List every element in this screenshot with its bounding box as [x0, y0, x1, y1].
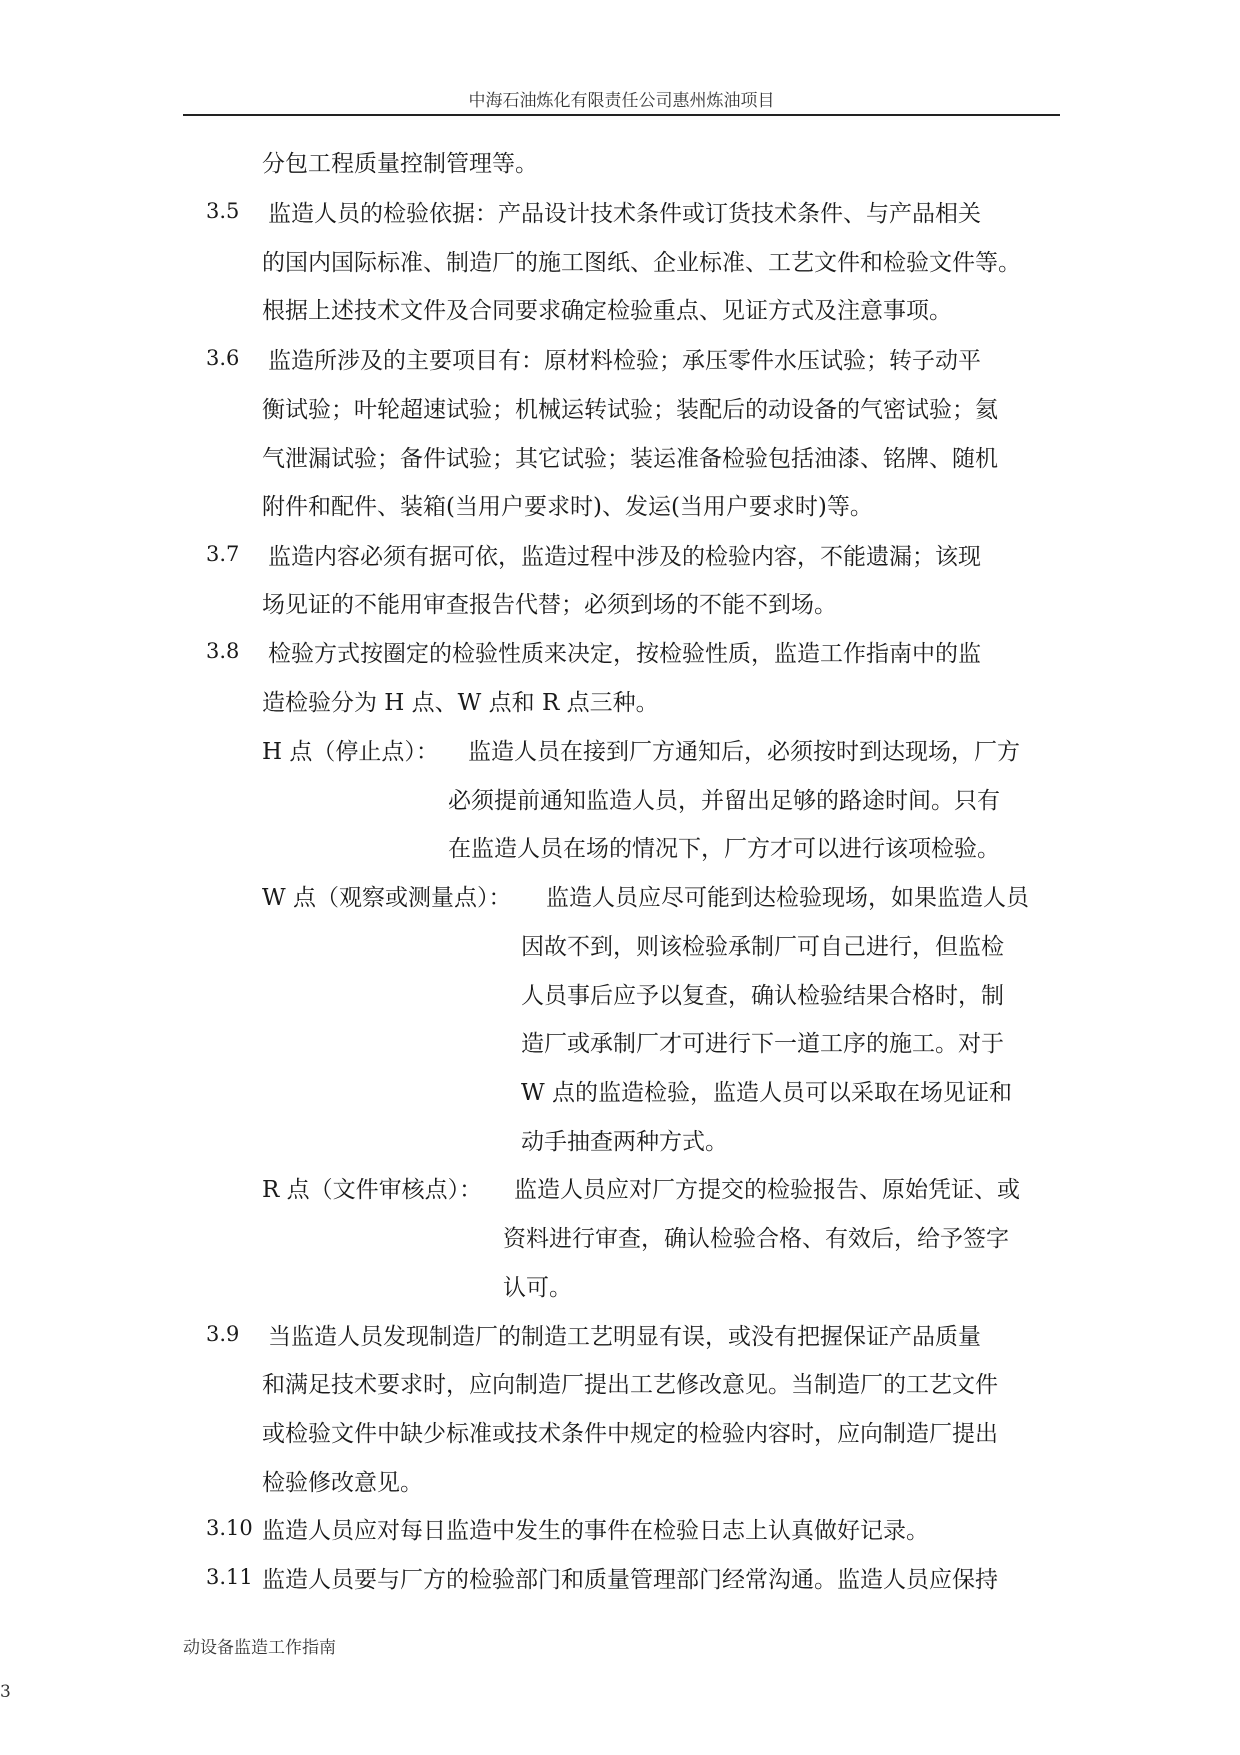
- page-number: 3: [0, 1682, 11, 1702]
- section-text: 和满足技术要求时，应向制造厂提出工艺修改意见。当制造厂的工艺文件: [262, 1372, 998, 1398]
- w-point-text: W 点的监造检验，监造人员可以采取在场见证和: [521, 1080, 1012, 1106]
- section-number: 3.8: [206, 639, 240, 663]
- section-text: 监造内容必须有据可依，监造过程中涉及的检验内容，不能遗漏；该现: [268, 544, 981, 570]
- section-text: 气泄漏试验；备件试验；其它试验；装运准备检验包括油漆、铭牌、随机: [262, 446, 998, 472]
- section-text: 或检验文件中缺少标准或技术条件中规定的检验内容时，应向制造厂提出: [262, 1421, 998, 1447]
- section-text: 根据上述技术文件及合同要求确定检验重点、见证方式及注意事项。: [262, 298, 952, 324]
- section-number: 3.10: [206, 1516, 253, 1540]
- header-title: 中海石油炼化有限责任公司惠州炼油项目: [468, 91, 775, 111]
- section-text: 监造人员要与厂方的检验部门和质量管理部门经常沟通。监造人员应保持: [262, 1567, 998, 1593]
- section-number: 3.5: [206, 199, 240, 223]
- footer-title: 动设备监造工作指南: [183, 1638, 336, 1658]
- section-number: 3.9: [206, 1322, 240, 1346]
- section-text: 监造人员应对每日监造中发生的事件在检验日志上认真做好记录。: [262, 1518, 929, 1544]
- w-point-label: W 点（观察或测量点）：: [262, 885, 512, 911]
- section-number: 3.7: [206, 542, 240, 566]
- section-text: 监造人员的检验依据：产品设计技术条件或订货技术条件、与产品相关: [268, 201, 981, 227]
- h-point-text: 监造人员在接到厂方通知后，必须按时到达现场，厂方: [468, 739, 1020, 765]
- section-text: 场见证的不能用审查报告代替；必须到场的不能不到场。: [262, 592, 837, 618]
- r-point-text: 资料进行审查，确认检验合格、有效后，给予签字: [503, 1226, 1009, 1252]
- section-text: 检验修改意见。: [262, 1470, 423, 1496]
- r-point-text: 认可。: [503, 1275, 572, 1301]
- h-point-label: H 点（停止点）：: [262, 739, 439, 765]
- header-divider: [183, 114, 1060, 116]
- w-point-text: 监造人员应尽可能到达检验现场，如果监造人员: [546, 885, 1029, 911]
- w-point-text: 因故不到，则该检验承制厂可自己进行，但监检: [521, 934, 1004, 960]
- section-text: 当监造人员发现制造厂的制造工艺明显有误，或没有把握保证产品质量: [268, 1324, 981, 1350]
- w-point-text: 人员事后应予以复查，确认检验结果合格时，制: [521, 983, 1004, 1009]
- section-text: 造检验分为 H 点、W 点和 R 点三种。: [262, 690, 659, 716]
- w-point-text: 造厂或承制厂才可进行下一道工序的施工。对于: [521, 1031, 1004, 1057]
- section-text: 衡试验；叶轮超速试验；机械运转试验；装配后的动设备的气密试验；氦: [262, 397, 998, 423]
- section-number: 3.6: [206, 346, 240, 370]
- h-point-text: 必须提前通知监造人员，并留出足够的路途时间。只有: [448, 788, 1000, 814]
- w-point-text: 动手抽查两种方式。: [521, 1129, 728, 1155]
- section-text: 检验方式按圈定的检验性质来决定，按检验性质，监造工作指南中的监: [268, 641, 981, 667]
- section-text: 附件和配件、装箱(当用户要求时)、发运(当用户要求时)等。: [262, 494, 873, 520]
- section-text: 监造所涉及的主要项目有：原材料检验；承压零件水压试验；转子动平: [268, 348, 981, 374]
- r-point-label: R 点（文件审核点）：: [262, 1177, 483, 1203]
- section-text: 的国内国际标准、制造厂的施工图纸、企业标准、工艺文件和检验文件等。: [262, 250, 1021, 276]
- h-point-text: 在监造人员在场的情况下，厂方才可以进行该项检验。: [448, 836, 1000, 862]
- r-point-text: 监造人员应对厂方提交的检验报告、原始凭证、或: [514, 1177, 1020, 1203]
- section-number: 3.11: [206, 1565, 253, 1589]
- intro-line: 分包工程质量控制管理等。: [262, 151, 538, 177]
